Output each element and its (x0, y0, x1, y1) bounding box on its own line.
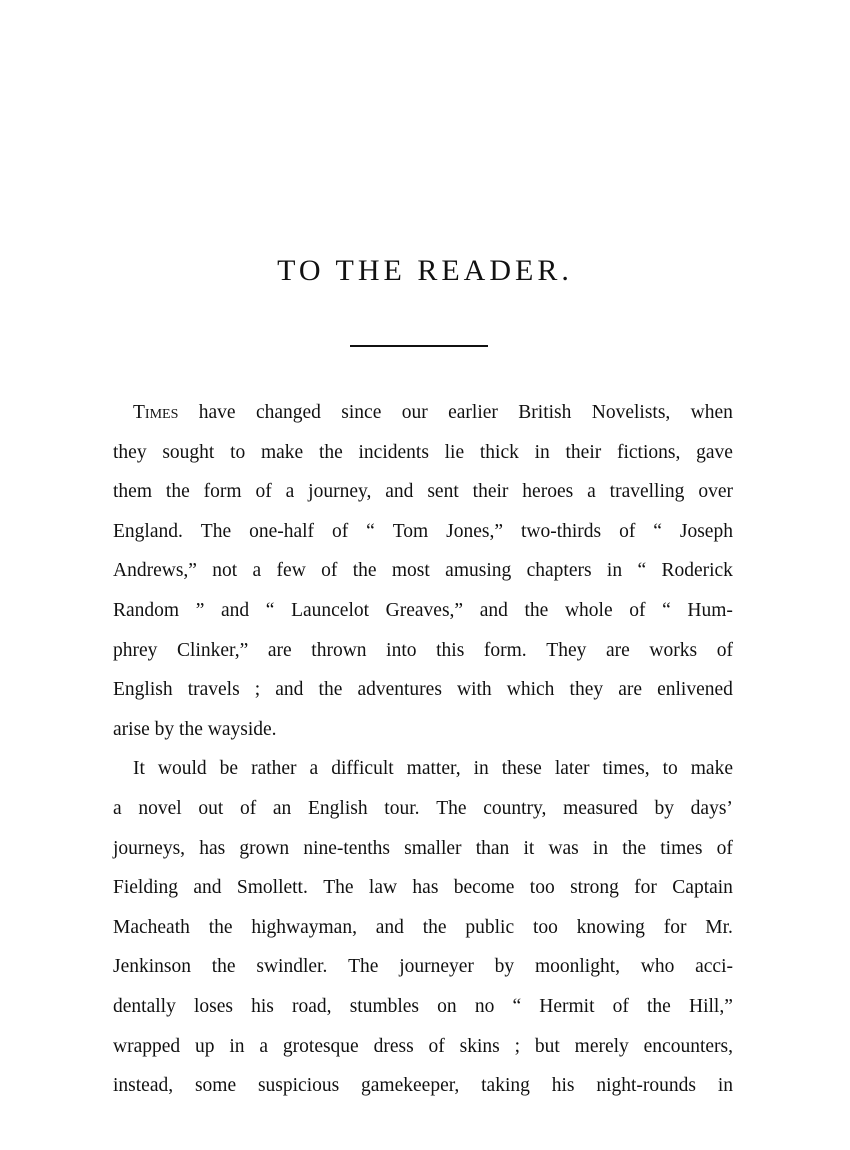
text-line: Random ” and “ Launcelot Greaves,” and the whole of “ Hum- (113, 599, 733, 621)
text-line: instead, some suspicious gamekeeper, taking his night-rounds in (113, 1075, 733, 1097)
text-line: Andrews,” not a few of the most amusing chapters in “ Roderick (113, 560, 733, 582)
text-line: dentally loses his road, stumbles on no “ Hermit of the Hill,” (113, 995, 733, 1017)
page-title: TO THE READER. (277, 254, 573, 287)
text-line: phrey Clinker,” are thrown into this form. They are works of (113, 639, 733, 661)
text-line: journeys, has grown nine-tenths smaller than it was in the times of (113, 837, 733, 859)
drop-word: Times (133, 402, 179, 423)
text-line: England. The one-half of “ Tom Jones,” two-thirds of “ Joseph (113, 520, 733, 542)
text-line: a novel out of an English tour. The country, measured by days’ (113, 797, 733, 819)
body-text (113, 393, 733, 1106)
text-line: English travels ; and the adventures with which they are enlivened (113, 679, 733, 701)
text-line: them the form of a journey, and sent their heroes a travelling over (113, 481, 733, 503)
text-line: arise by the wayside. (113, 718, 277, 740)
text-line: Macheath the highwayman, and the public too knowing for Mr. (113, 916, 733, 938)
text-line: Fielding and Smollett. The law has become too strong for Captain (113, 877, 733, 899)
text-line: wrapped up in a grotesque dress of skins ; but merely encounters, (113, 1035, 733, 1057)
text-line: they sought to make the incidents lie thick in their fictions, gave (113, 441, 733, 463)
text-line: Jenkinson the swindler. The journeyer by moonlight, who acci- (113, 956, 733, 978)
text-line: Times have changed since our earlier British Novelists, when (133, 402, 733, 423)
title-rule (350, 345, 488, 347)
text-line: It would be rather a difficult matter, in these later times, to make (133, 758, 733, 780)
